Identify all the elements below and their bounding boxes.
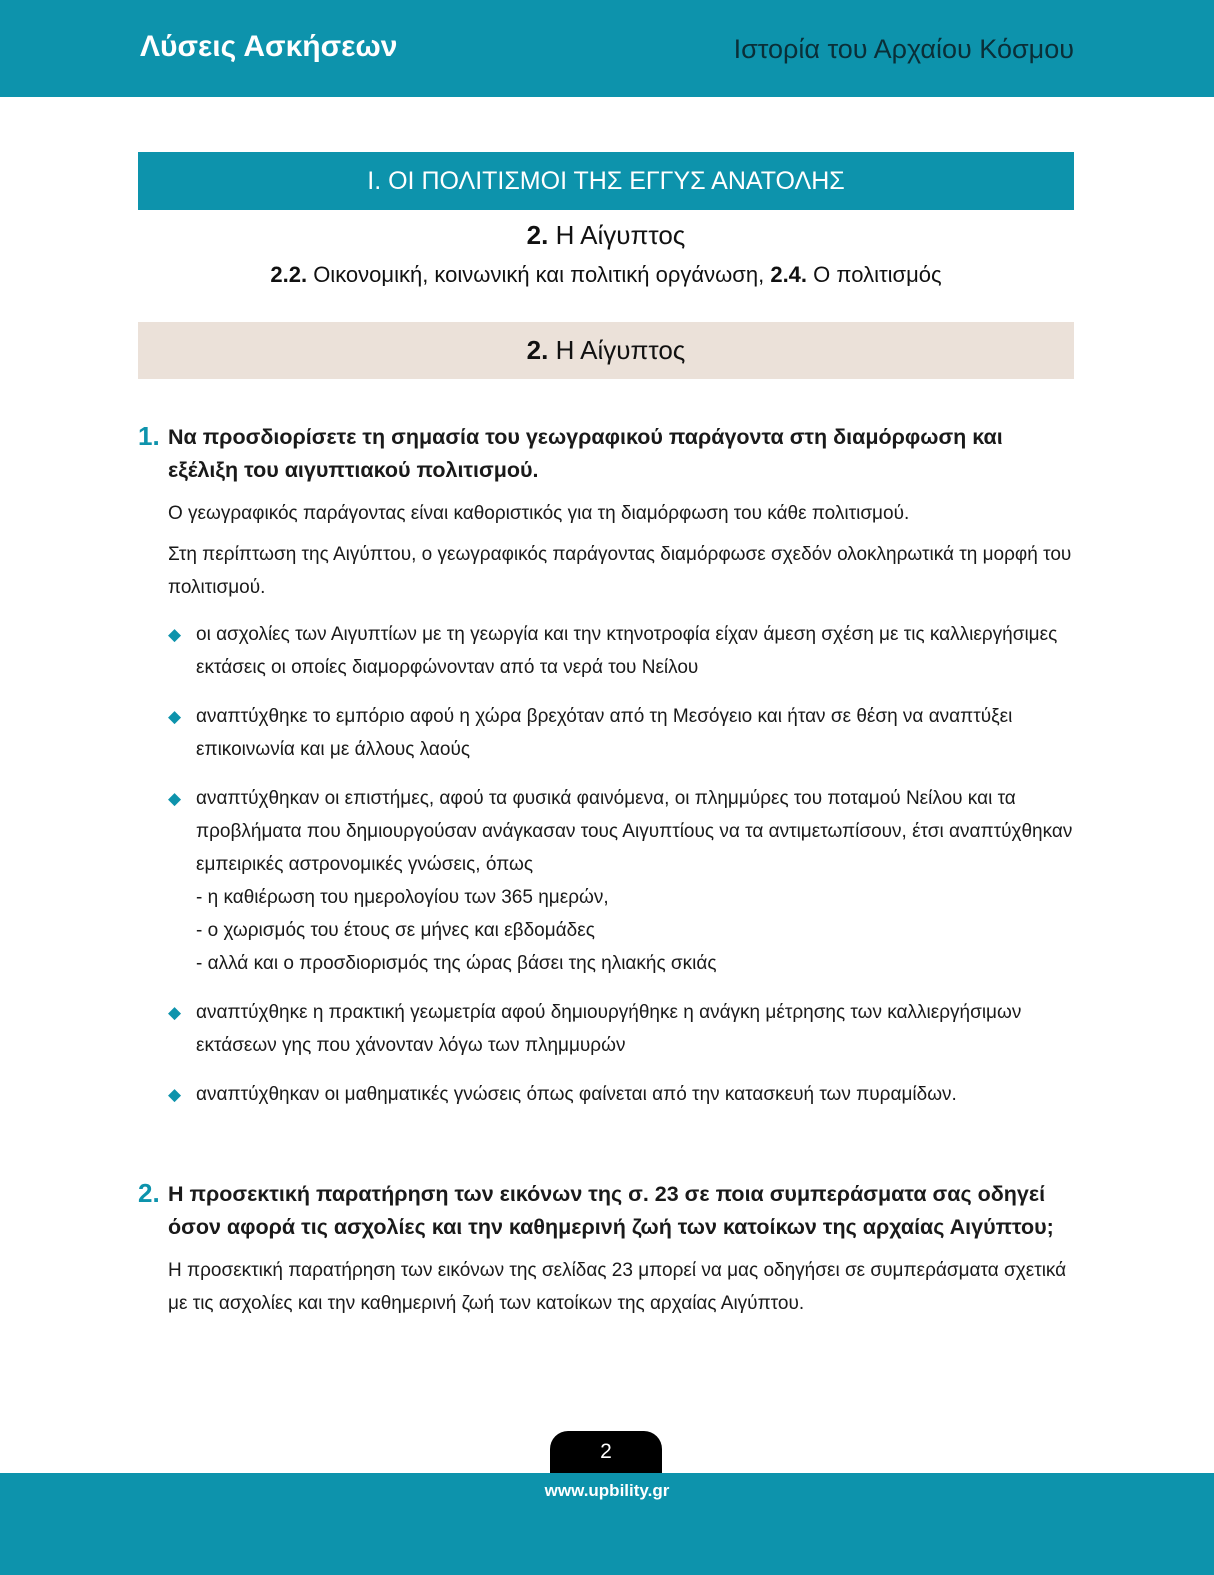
sub-item: - ο χωρισμός του έτους σε μήνες και εβδομάδες [196, 920, 595, 941]
footer-url[interactable]: www.upbility.gr [544, 1481, 670, 1500]
subtitle-text-2: Ο πολιτισμός [813, 262, 942, 287]
subtitle-number-1: 2.2. [270, 262, 308, 287]
answer-paragraph: Στη περίπτωση της Αιγύπτου, ο γεωγραφικός παράγοντας διαμόρφωσε σχεδόν ολοκληρωτικά τη μορφή του πολιτισμού. [168, 544, 1072, 598]
list-item: ◆ αναπτύχθηκε το εμπόριο αφού η χώρα βρεχόταν από τη Μεσόγειο και ήταν σε θέση να αναπτύξει επικοινωνία και με άλλους λαούς [168, 700, 1074, 766]
list-item: ◆ αναπτύχθηκαν οι μαθηματικές γνώσεις όπως φαίνεται από την κατασκευή των πυραμίδων. [168, 1078, 1074, 1111]
question-1 [138, 421, 1074, 1127]
header-right-title: Ιστορία του Αρχαίου Κόσμου [733, 34, 1074, 64]
question-number: 1. [138, 421, 160, 451]
diamond-bullet-icon: ◆ [168, 1085, 182, 1104]
header-left-title: Λύσεις Ασκήσεων [140, 30, 398, 63]
question-2 [138, 1178, 1074, 1320]
list-item: ◆ αναπτύχθηκε η πρακτική γεωμετρία αφού δημιουργήθηκε η ανάγκη μέτρησης των καλλιεργήσιμων εκτάσεων γης που χάνονταν λόγω των πλημμυρών [168, 996, 1074, 1062]
chapter-subtitle [138, 262, 1074, 288]
diamond-bullet-icon: ◆ [168, 1003, 182, 1022]
list-item: ◆ αναπτύχθηκαν οι επιστήμες, αφού τα φυσικά φαινόμενα, οι πλημμύρες του ποταμού Νείλου και τα προβλήματα που δημιουργούσαν ανάγκασαν τους Αιγυπτίους να τα αντιμετωπίσουν, έτσι αναπτύχθηκαν εμπειρικές αστρονομικές γνώσεις, όπως - η καθιέρωση του ημερολογίου των 365 ημερών, - ο χωρισμός του έτους σε μήνες και εβδομάδες - αλλά και ο προσδιορισμός της ώρας βάσει της ηλιακής σκιάς [168, 782, 1074, 980]
answer-paragraph: Ο γεωγραφικός παράγοντας είναι καθοριστικός για τη διαμόρφωση του κάθε πολιτισμού. [168, 503, 910, 524]
question-number: 2. [138, 1178, 160, 1208]
chapter-title [138, 220, 1074, 251]
bullet-list [168, 618, 1074, 1111]
sub-banner [138, 322, 1074, 379]
sub-banner-title: Η Αίγυπτος [555, 335, 686, 365]
sub-item: - αλλά και ο προσδιορισμός της ώρας βάσει της ηλιακής σκιάς [196, 953, 717, 974]
section-banner: I. ΟΙ ΠΟΛΙΤΙΣΜΟΙ ΤΗΣ ΕΓΓΥΣ ΑΝΑΤΟΛΗΣ [138, 152, 1074, 210]
page-number: 2 [550, 1431, 662, 1481]
list-item: ◆ οι ασχολίες των Αιγυπτίων με τη γεωργία και την κτηνοτροφία είχαν άμεση σχέση με τις καλλιεργήσιμες εκτάσεις οι οποίες διαμορφώνονταν από τα νερά του Νείλου [168, 618, 1074, 684]
chapter-number: 2. [526, 220, 549, 250]
diamond-bullet-icon: ◆ [168, 707, 182, 726]
sub-item: - η καθιέρωση του ημερολογίου των 365 ημερών, [196, 887, 609, 908]
subtitle-text-1: Οικονομική, κοινωνική και πολιτική οργάνωση, [313, 262, 765, 287]
question-text: Να προσδιορίσετε τη σημασία του γεωγραφικού παράγοντα στη διαμόρφωση και εξέλιξη του αιγυπτιακού πολιτισμού. [168, 425, 1003, 482]
chapter-title-text: Η Αίγυπτος [555, 220, 686, 250]
diamond-bullet-icon: ◆ [168, 625, 182, 644]
diamond-bullet-icon: ◆ [168, 789, 182, 808]
subtitle-number-2: 2.4. [770, 262, 808, 287]
answer-paragraph: Η προσεκτική παρατήρηση των εικόνων της σελίδας 23 μπορεί να μας οδηγήσει σε συμπεράσματα σχετικά με τις ασχολίες και την καθημερινή ζωή των κατοίκων της αρχαίας Αιγύπτου. [168, 1260, 1067, 1314]
sub-banner-number: 2. [526, 335, 549, 365]
question-text: Η προσεκτική παρατήρηση των εικόνων της σ. 23 σε ποια συμπεράσματα σας οδηγεί όσον αφορά τις ασχολίες και την καθημερινή ζωή των κατοίκων της αρχαίας Αιγύπτου; [168, 1182, 1054, 1239]
